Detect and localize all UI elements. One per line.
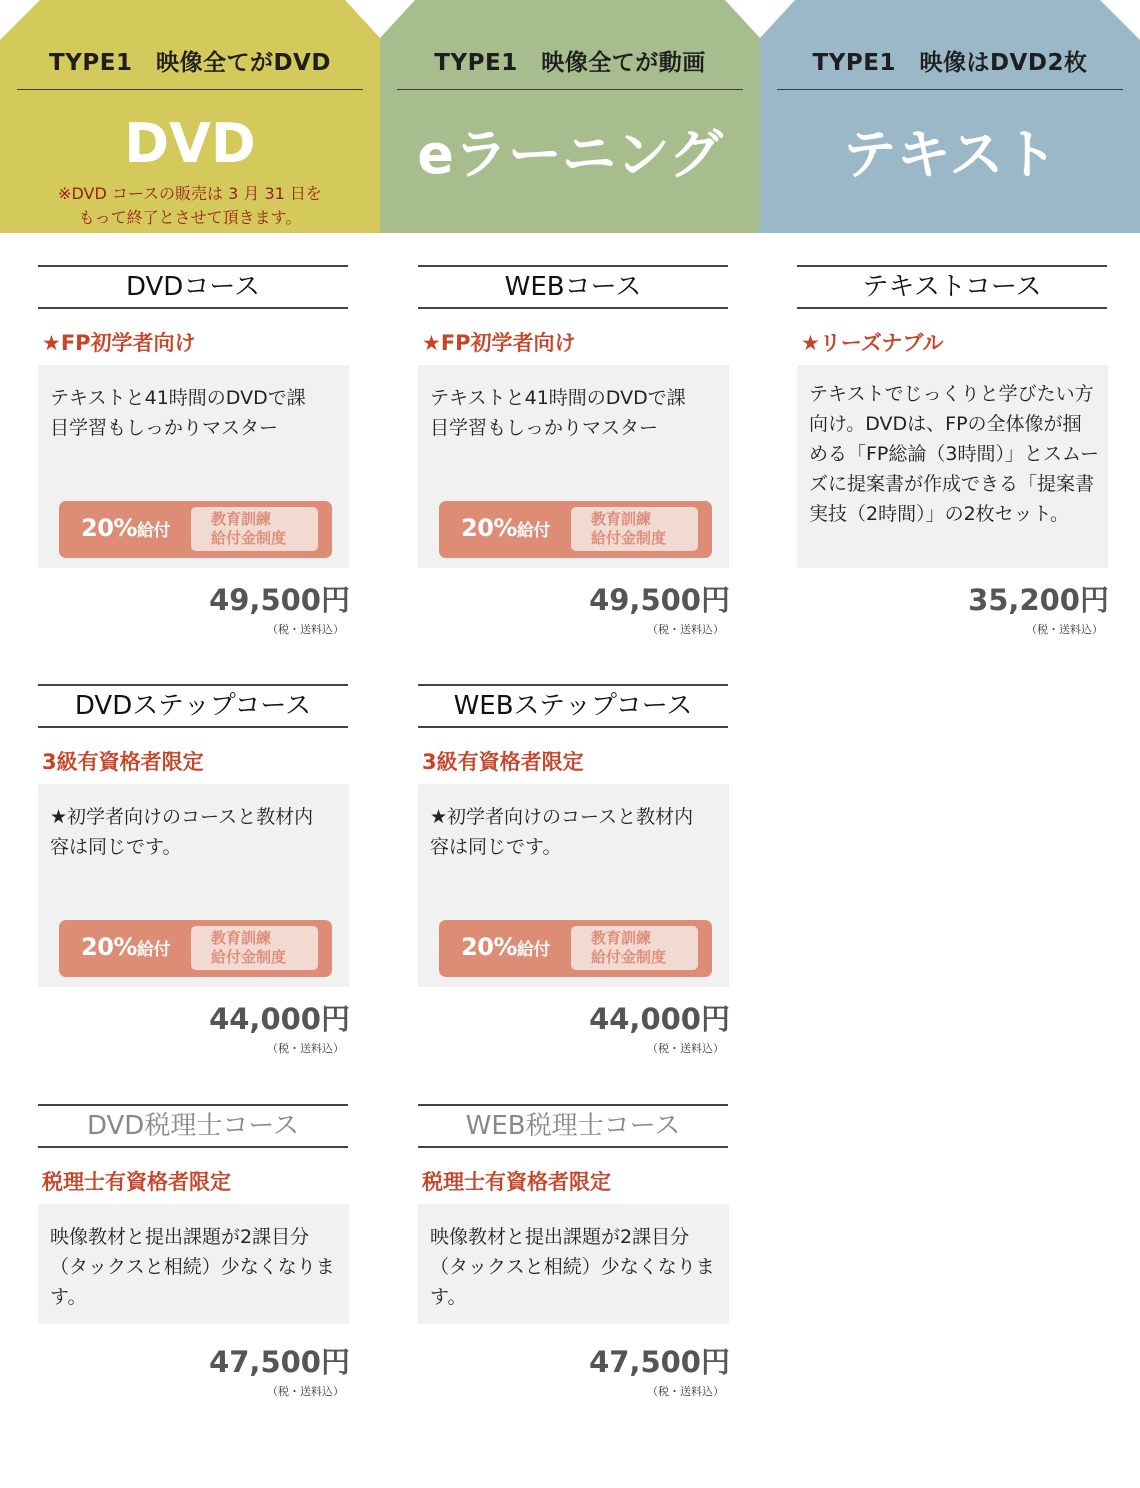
subsidy-badge xyxy=(59,920,332,977)
price-tax-note: （税・送料込） xyxy=(647,1385,724,1398)
price-tax-note: （税・送料込） xyxy=(1026,623,1103,636)
header-dvd-note-line1: ※DVD コースの販売は 3 月 31 日を xyxy=(58,184,322,203)
subsidy-system: 教育訓練 給付金制度 xyxy=(191,507,318,551)
subsidy-system: 教育訓練 給付金制度 xyxy=(191,926,318,970)
course-description-box xyxy=(38,365,349,568)
course-tag: ★リーズナブル xyxy=(801,331,944,355)
course-description: テキストと41時間のDVDで課目学習もしっかりマスター xyxy=(430,387,686,439)
course-tag: 税理士有資格者限定 xyxy=(422,1170,611,1194)
subsidy-badge xyxy=(439,501,712,558)
course-title: DVD税理士コース xyxy=(38,1104,348,1148)
header-text-rule xyxy=(777,89,1123,90)
course-price: 47,500円 xyxy=(209,1345,350,1379)
course-price: 44,000円 xyxy=(589,1002,730,1036)
course-tag: ★FP初学者向け xyxy=(42,331,196,355)
header-dvd[interactable] xyxy=(0,0,380,233)
subsidy-system: 教育訓練 給付金制度 xyxy=(571,507,698,551)
course-title: DVDコース xyxy=(38,265,348,309)
course-title: テキストコース xyxy=(797,265,1107,309)
header-elearning[interactable] xyxy=(380,0,760,233)
course-description: 映像教材と提出課題が2課目分（タックスと相続）少なくなります。 xyxy=(430,1226,715,1308)
course-description: ★初学者向けのコースと教材内容は同じです。 xyxy=(50,806,314,858)
course-title: WEBコース xyxy=(418,265,728,309)
subsidy-system: 教育訓練 給付金制度 xyxy=(571,926,698,970)
subsidy-percent: 20%給付 xyxy=(461,933,550,961)
header-dvd-rule xyxy=(17,89,363,90)
course-description: テキストでじっくりと学びたい方向け。DVDは、FPの全体像が掴める「FP総論（3時間）」とスムーズに提案書が作成できる「提案書実技（2時間）」の2枚セット。 xyxy=(809,383,1100,525)
header-elearning-title: eラーニング xyxy=(417,123,723,186)
header-dvd-note-line2: もって終了とさせて頂きます。 xyxy=(78,208,302,227)
course-title: DVDステップコース xyxy=(38,684,348,728)
subsidy-percent: 20%給付 xyxy=(81,933,170,961)
subsidy-badge xyxy=(59,501,332,558)
course-description-box xyxy=(38,784,349,987)
header-dvd-title: DVD xyxy=(124,112,256,175)
price-tax-note: （税・送料込） xyxy=(647,1042,724,1055)
course-price: 49,500円 xyxy=(589,583,730,617)
header-elearning-type: TYPE1 映像全てが動画 xyxy=(434,50,706,76)
course-tag: 税理士有資格者限定 xyxy=(42,1170,231,1194)
course-price: 47,500円 xyxy=(589,1345,730,1379)
price-tax-note: （税・送料込） xyxy=(267,1385,344,1398)
course-description-box xyxy=(418,365,729,568)
course-price: 49,500円 xyxy=(209,583,350,617)
course-description-box xyxy=(418,1204,729,1324)
header-dvd-note xyxy=(0,182,380,230)
course-description-box xyxy=(418,784,729,987)
price-tax-note: （税・送料込） xyxy=(267,1042,344,1055)
header-dvd-type: TYPE1 映像全てがDVD xyxy=(49,50,331,76)
course-price: 44,000円 xyxy=(209,1002,350,1036)
course-price: 35,200円 xyxy=(968,583,1109,617)
course-description-box xyxy=(797,365,1108,568)
course-description-box xyxy=(38,1204,349,1324)
course-title: WEB税理士コース xyxy=(418,1104,728,1148)
header-elearning-rule xyxy=(397,89,743,90)
price-tax-note: （税・送料込） xyxy=(647,623,724,636)
header-text-title: テキスト xyxy=(842,123,1058,186)
header-text-type: TYPE1 映像はDVD2枚 xyxy=(812,50,1088,76)
price-tax-note: （税・送料込） xyxy=(267,623,344,636)
course-description: テキストと41時間のDVDで課目学習もしっかりマスター xyxy=(50,387,306,439)
header-text[interactable] xyxy=(760,0,1140,233)
course-title: WEBステップコース xyxy=(418,684,728,728)
course-description: ★初学者向けのコースと教材内容は同じです。 xyxy=(430,806,694,858)
course-tag: 3級有資格者限定 xyxy=(42,750,204,774)
course-tag: ★FP初学者向け xyxy=(422,331,576,355)
subsidy-percent: 20%給付 xyxy=(81,514,170,542)
course-tag: 3級有資格者限定 xyxy=(422,750,584,774)
course-description: 映像教材と提出課題が2課目分（タックスと相続）少なくなります。 xyxy=(50,1226,335,1308)
subsidy-badge xyxy=(439,920,712,977)
subsidy-percent: 20%給付 xyxy=(461,514,550,542)
